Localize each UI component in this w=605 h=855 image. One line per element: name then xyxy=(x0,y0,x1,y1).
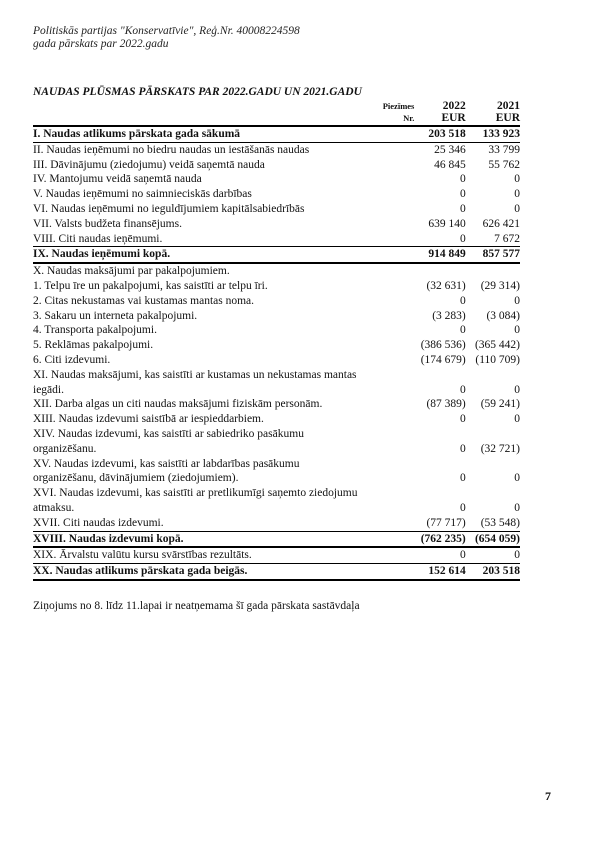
value-2022: 25 346 xyxy=(434,143,466,156)
row-label: XVII. Citi naudas izdevumi. xyxy=(33,516,164,529)
value-2022: 0 xyxy=(459,501,466,514)
table-row xyxy=(33,397,520,412)
value-2021: 0 xyxy=(514,413,520,426)
row-label: XVIII. Naudas izdevumi kopā. xyxy=(33,531,377,547)
value-2021: 203 518 xyxy=(466,564,520,580)
row-label: organizēšanu, dāvinājumiem (ziedojumiem). xyxy=(33,472,239,485)
table-row xyxy=(33,383,520,398)
value-2021: (53 548) xyxy=(480,516,520,529)
row-note xyxy=(377,217,417,232)
value-2021: 0 xyxy=(514,472,520,485)
row-label: I. Naudas atlikums pārskata gada sākumā xyxy=(33,126,377,142)
cash-flow-table xyxy=(33,100,520,581)
page-number: 7 xyxy=(545,789,551,803)
value-2021: 33 799 xyxy=(488,143,520,156)
row-label: 6. Citi izdevumi. xyxy=(33,353,111,366)
row-note xyxy=(377,142,417,157)
row-note xyxy=(377,442,417,457)
table-row xyxy=(33,247,520,263)
row-note xyxy=(377,516,417,531)
row-label: 1. Telpu īre un pakalpojumi, kas saistīti ar telpu īri. xyxy=(33,279,268,292)
row-note xyxy=(377,263,417,279)
table-row xyxy=(33,232,520,247)
row-label: XIII. Naudas izdevumi saistībā ar iespieddarbiem. xyxy=(33,413,264,426)
table-row xyxy=(33,338,520,353)
row-label: organizēšanu. xyxy=(33,442,97,455)
value-2021 xyxy=(466,427,520,442)
value-2022: 0 xyxy=(459,232,466,245)
row-note xyxy=(377,564,417,580)
table-row xyxy=(33,368,520,383)
row-label: 4. Transporta pakalpojumi. xyxy=(33,324,157,337)
row-note xyxy=(377,412,417,427)
value-2022: 203 518 xyxy=(416,126,465,142)
value-2021: (365 442) xyxy=(474,339,520,352)
value-2021: 857 577 xyxy=(466,247,520,263)
row-note xyxy=(377,471,417,486)
row-note xyxy=(377,338,417,353)
row-label: IX. Naudas ieņēmumi kopā. xyxy=(33,247,377,263)
table-row xyxy=(33,263,520,279)
value-2022 xyxy=(416,427,465,442)
value-2022: (87 389) xyxy=(426,398,466,411)
table-row xyxy=(33,309,520,324)
row-note xyxy=(377,202,417,217)
row-label: XIX. Ārvalstu valūtu kursu svārstības rezultāts. xyxy=(33,547,377,563)
value-2021: 7 672 xyxy=(494,232,520,245)
row-label: 5. Reklāmas pakalpojumi. xyxy=(33,339,154,352)
table-row xyxy=(33,217,520,232)
value-2021: 0 xyxy=(514,501,520,514)
header-report: gada pārskats par 2022.gadu xyxy=(33,38,169,50)
table-row xyxy=(33,187,520,202)
value-2021: 626 421 xyxy=(482,217,520,230)
document-header xyxy=(33,25,300,51)
row-note xyxy=(377,323,417,338)
value-2022: 46 845 xyxy=(434,158,466,171)
row-label: V. Naudas ieņēmumi no saimnieciskās darbības xyxy=(33,188,252,201)
value-2022 xyxy=(416,486,465,501)
value-2022: (77 717) xyxy=(426,516,466,529)
value-2021: (29 314) xyxy=(480,279,520,292)
table-row xyxy=(33,471,520,486)
value-2021: 55 762 xyxy=(488,158,520,171)
row-note xyxy=(377,457,417,472)
table-row xyxy=(33,353,520,368)
value-2021: (3 084) xyxy=(486,309,520,322)
row-note xyxy=(377,247,417,263)
table-row xyxy=(33,457,520,472)
row-note xyxy=(377,158,417,173)
value-2022: 0 xyxy=(459,173,466,186)
table-row xyxy=(33,486,520,501)
row-note xyxy=(377,368,417,383)
value-2021: (110 709) xyxy=(475,353,520,366)
row-note xyxy=(377,547,417,563)
value-2022: 0 xyxy=(416,547,465,563)
value-2022: 0 xyxy=(459,294,466,307)
value-2021: 0 xyxy=(514,202,520,215)
row-label: XV. Naudas izdevumi, kas saistīti ar labdarības pasākumu xyxy=(33,457,300,470)
value-2021: (59 241) xyxy=(480,398,520,411)
value-2021: 0 xyxy=(514,294,520,307)
row-label: XI. Naudas maksājumi, kas saistīti ar kustamas un nekustamas mantas xyxy=(33,368,357,381)
value-2021: (654 059) xyxy=(466,531,520,547)
row-note xyxy=(377,309,417,324)
table-row xyxy=(33,547,520,563)
row-label: VIII. Citi naudas ieņēmumi. xyxy=(33,232,163,245)
value-2021 xyxy=(466,457,520,472)
row-note xyxy=(377,353,417,368)
row-note xyxy=(377,501,417,516)
value-2021 xyxy=(466,263,520,279)
row-note xyxy=(377,126,417,142)
table-row xyxy=(33,412,520,427)
value-2022: 0 xyxy=(459,442,466,455)
row-note xyxy=(377,232,417,247)
year-2021-header: 2021 xyxy=(497,100,520,112)
row-label: XIV. Naudas izdevumi, kas saistīti ar sabiedriko pasākumu xyxy=(33,427,304,440)
table-row xyxy=(33,564,520,580)
table-row xyxy=(33,442,520,457)
value-2022: 0 xyxy=(459,188,466,201)
row-label: 2. Citas nekustamas vai kustamas mantas noma. xyxy=(33,294,255,307)
table-row xyxy=(33,323,520,338)
value-2021: 0 xyxy=(514,324,520,337)
table-row xyxy=(33,142,520,157)
row-note xyxy=(377,531,417,547)
value-2022: (386 536) xyxy=(420,339,466,352)
value-2022: 152 614 xyxy=(416,564,465,580)
currency-2021: EUR xyxy=(466,112,520,126)
value-2021: 0 xyxy=(514,188,520,201)
value-2022: 0 xyxy=(459,324,466,337)
value-2022: 914 849 xyxy=(416,247,465,263)
value-2022 xyxy=(416,457,465,472)
value-2022: (762 235) xyxy=(416,531,465,547)
notes-header: Piezīmes xyxy=(382,101,415,111)
table-row xyxy=(33,531,520,547)
value-2022: 0 xyxy=(459,383,466,396)
value-2022: (3 283) xyxy=(432,309,466,322)
value-2021: 0 xyxy=(466,547,520,563)
row-label: II. Naudas ieņēmumi no biedru naudas un iestāšanās naudas xyxy=(33,143,310,156)
table-row xyxy=(33,158,520,173)
row-label: VII. Valsts budžeta finansējums. xyxy=(33,217,182,230)
row-label: iegādi. xyxy=(33,383,64,396)
row-note xyxy=(377,397,417,412)
value-2022: 0 xyxy=(459,202,466,215)
value-2021: (32 721) xyxy=(480,442,520,455)
table-row xyxy=(33,294,520,309)
value-2022: (174 679) xyxy=(420,353,466,366)
value-2022: 639 140 xyxy=(428,217,466,230)
row-label: XVI. Naudas izdevumi, kas saistīti ar pretlikumīgi saņemto ziedojumu xyxy=(33,487,358,500)
year-2022-header: 2022 xyxy=(442,100,466,112)
value-2022 xyxy=(416,263,465,279)
row-label: 3. Sakaru un interneta pakalpojumi. xyxy=(33,309,198,322)
row-note xyxy=(377,486,417,501)
row-note xyxy=(377,294,417,309)
currency-2022: EUR xyxy=(416,112,465,126)
header-org: Politiskās partijas "Konservatīvie", Reģ.Nr. 40008224598 xyxy=(33,25,300,37)
table-row xyxy=(33,202,520,217)
row-note xyxy=(377,187,417,202)
row-label: VI. Naudas ieņēmumi no ieguldījumiem kapitālsabiedrībās xyxy=(33,202,305,215)
value-2022: (32 631) xyxy=(426,279,466,292)
row-label: XX. Naudas atlikums pārskata gada beigās. xyxy=(33,564,377,580)
value-2021 xyxy=(466,368,520,383)
notes-header-nr: Nr. xyxy=(377,112,417,126)
row-note xyxy=(377,172,417,187)
table-row xyxy=(33,279,520,294)
row-label: atmaksu. xyxy=(33,501,75,514)
row-label: III. Dāvinājumu (ziedojumu) veidā saņemtā nauda xyxy=(33,158,265,171)
row-label: X. Naudas maksājumi par pakalpojumiem. xyxy=(33,265,230,278)
row-note xyxy=(377,383,417,398)
value-2021: 0 xyxy=(514,383,520,396)
statement-title: NAUDAS PLŪSMAS PĀRSKATS PAR 2022.GADU UN 2021.GADU xyxy=(33,86,362,98)
row-note xyxy=(377,279,417,294)
table-row xyxy=(33,427,520,442)
table-row xyxy=(33,501,520,516)
table-row xyxy=(33,516,520,531)
table-row xyxy=(33,172,520,187)
value-2021: 0 xyxy=(514,173,520,186)
table-row xyxy=(33,126,520,142)
value-2021: 133 923 xyxy=(466,126,520,142)
row-label: IV. Mantojumu veidā saņemtā nauda xyxy=(33,173,202,186)
row-note xyxy=(377,427,417,442)
value-2022 xyxy=(416,368,465,383)
row-label: XII. Darba algas un citi naudas maksājumi fiziskām personām. xyxy=(33,398,323,411)
footer-note: Ziņojums no 8. līdz 11.lapai ir neatņemama šī gada pārskata sastāvdaļa xyxy=(33,600,360,612)
value-2022: 0 xyxy=(459,413,466,426)
value-2022: 0 xyxy=(459,472,466,485)
value-2021 xyxy=(466,486,520,501)
